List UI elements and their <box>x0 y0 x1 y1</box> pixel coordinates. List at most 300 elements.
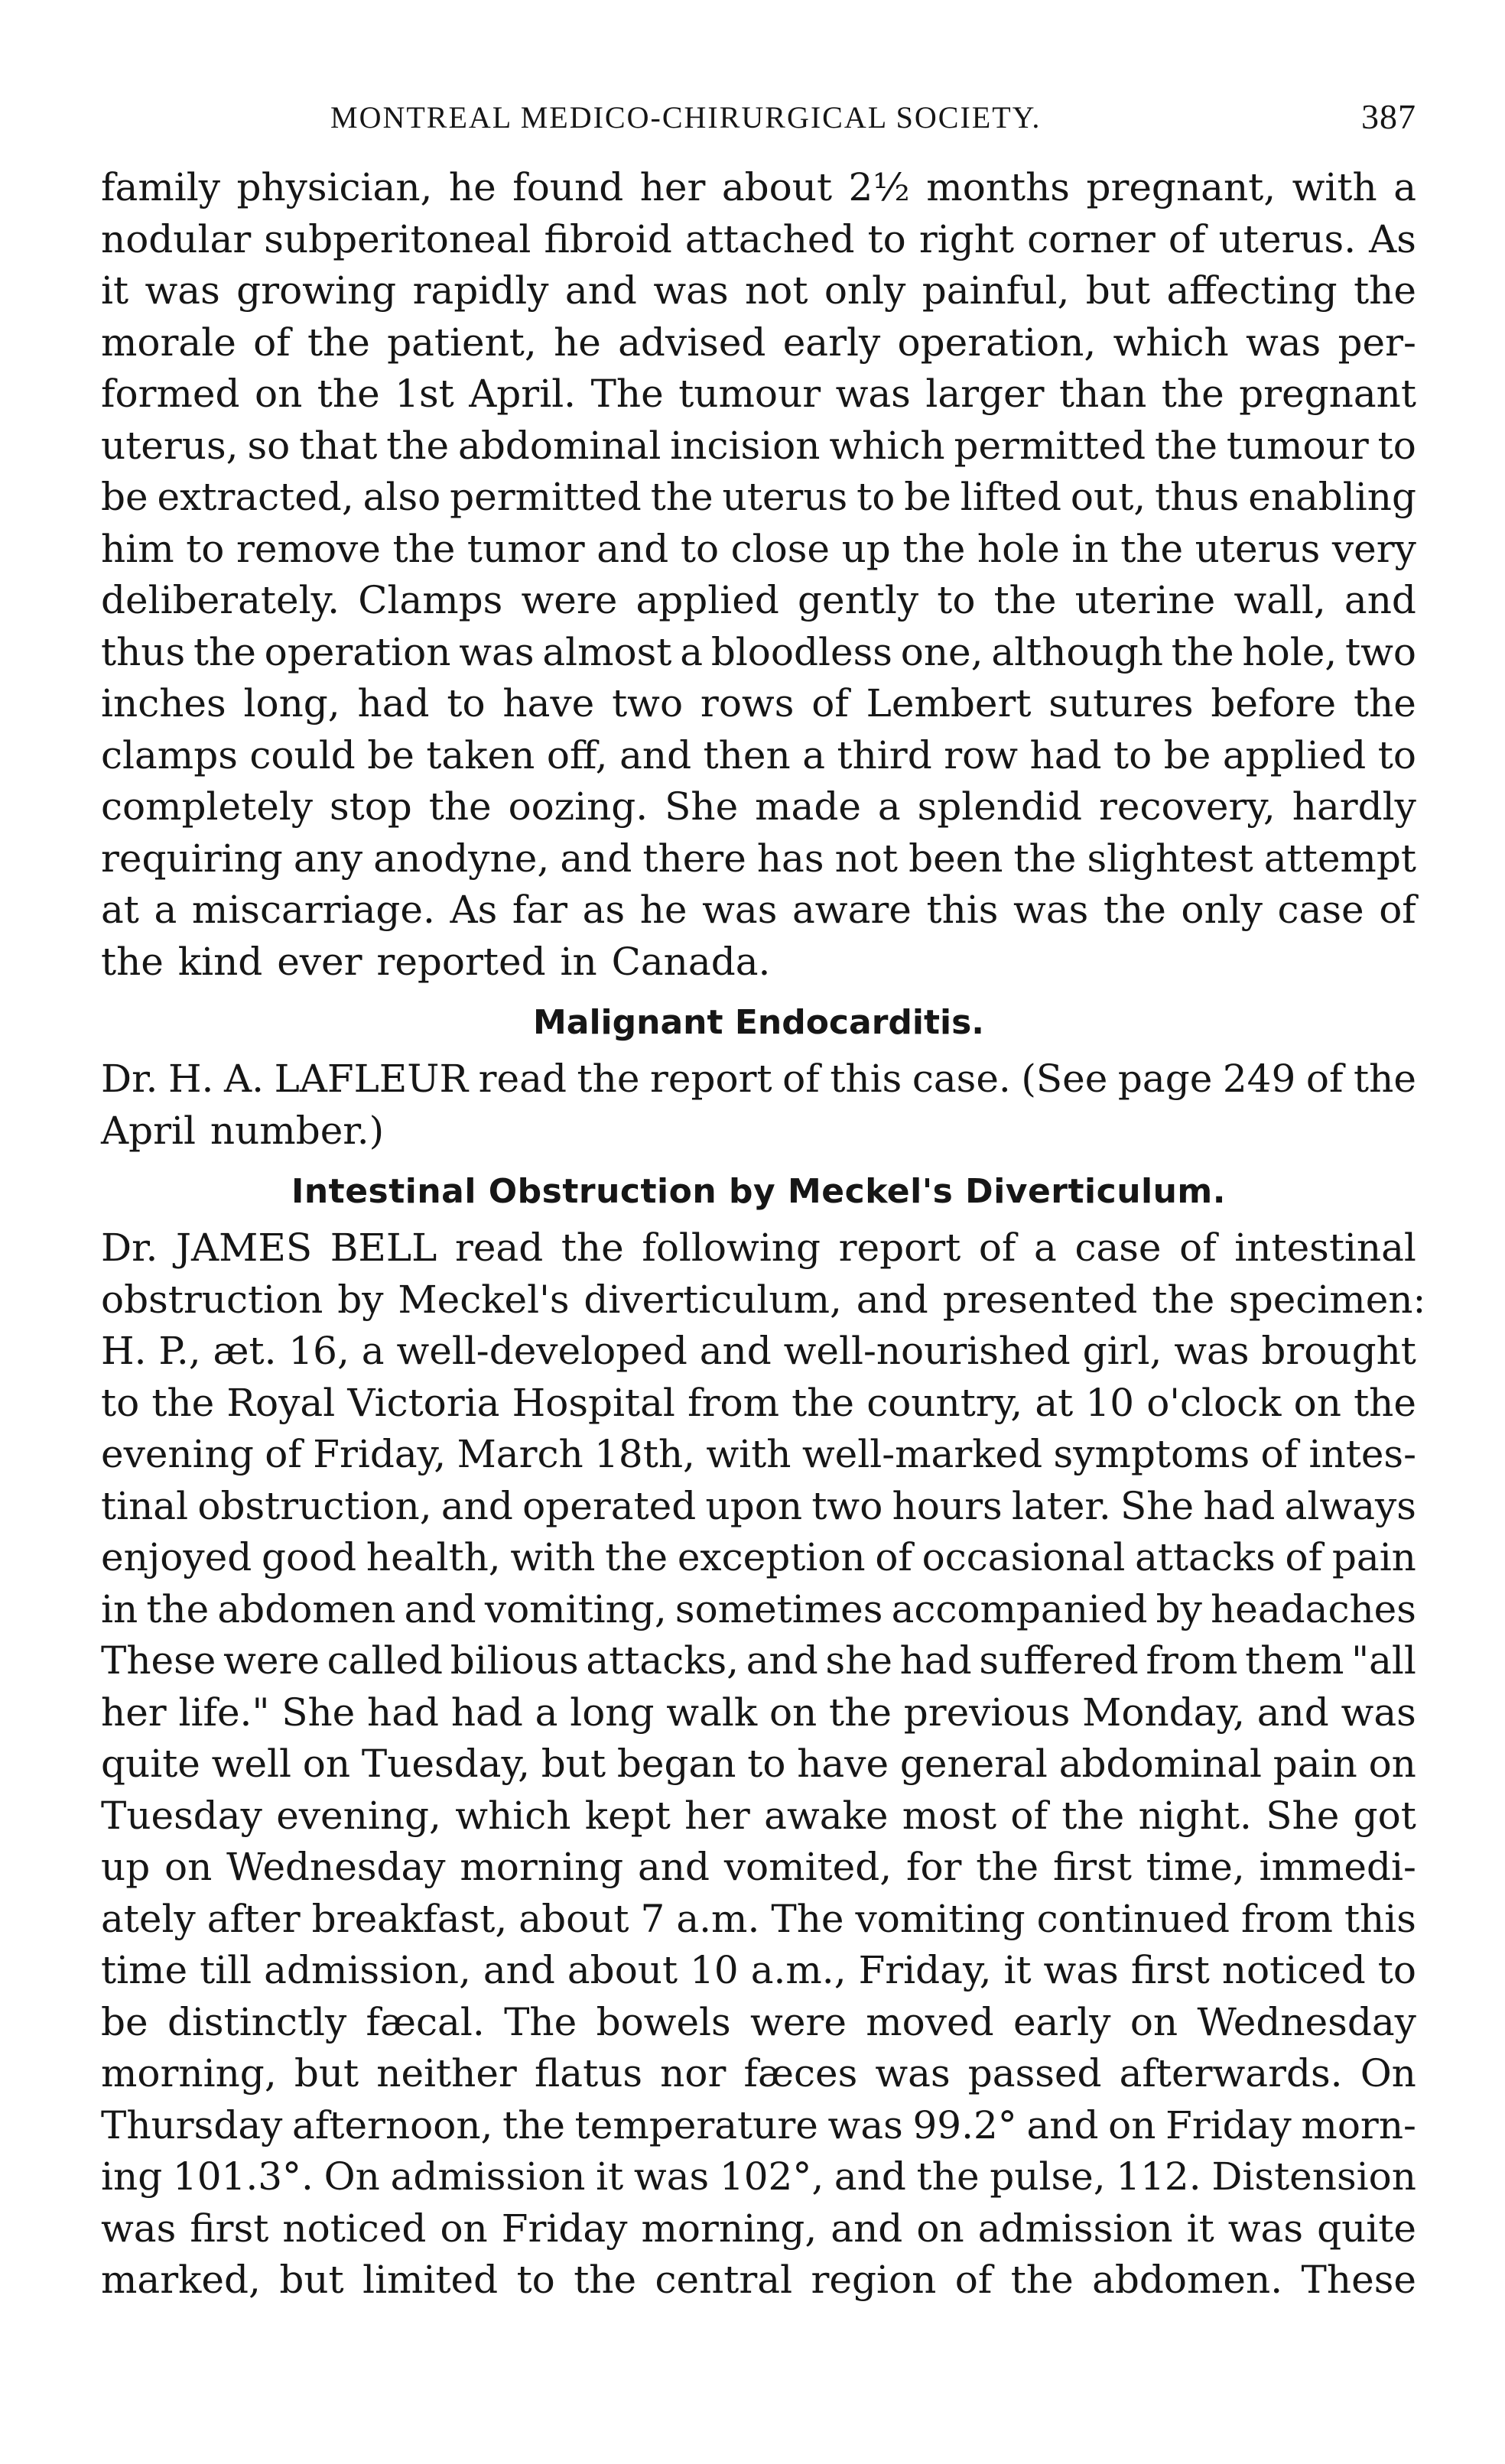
word: life." <box>178 1690 270 1735</box>
word: deliberately. <box>101 578 340 622</box>
word: not <box>834 836 898 881</box>
word: brought <box>1261 1329 1416 1373</box>
word: had <box>357 681 430 726</box>
word: was <box>1341 1690 1416 1735</box>
word: case <box>1074 1226 1162 1270</box>
word: symptoms <box>1053 1432 1250 1476</box>
text-line <box>101 368 1416 420</box>
word: this <box>926 888 999 932</box>
word: uterus, <box>101 423 239 468</box>
paragraph-lafleur <box>101 1053 1416 1157</box>
word: was <box>835 372 911 416</box>
word: third <box>837 732 932 778</box>
word: ing <box>101 2154 163 2199</box>
word: them <box>1245 1638 1344 1683</box>
paragraph-continued-case <box>101 162 1416 988</box>
word: be <box>367 732 414 778</box>
word: about <box>567 1948 678 1992</box>
word: the <box>1171 629 1234 674</box>
word: tumour <box>1226 423 1369 468</box>
word: nor <box>660 2051 726 2096</box>
word: lifted <box>960 475 1061 519</box>
word: gently <box>798 578 919 622</box>
word: abdominal <box>1058 1742 1263 1786</box>
word: the <box>146 1586 210 1631</box>
word: be <box>101 475 148 519</box>
word: were <box>521 578 618 622</box>
word: long <box>570 1690 655 1735</box>
word: which <box>1113 320 1229 365</box>
word: in <box>101 1586 138 1631</box>
word: till <box>200 1948 252 1992</box>
word: the <box>1354 268 1416 313</box>
word: 101.3°. <box>172 2154 314 2199</box>
word: bloodless <box>710 629 892 674</box>
word: have <box>502 681 595 726</box>
word: a <box>1393 165 1416 209</box>
word: 16, <box>288 1329 349 1373</box>
word: kind <box>163 939 263 984</box>
word: the <box>902 526 966 571</box>
word: out, <box>1070 475 1146 519</box>
word: On <box>1360 2051 1416 2096</box>
word: report <box>838 1226 961 1270</box>
word: remove <box>236 526 381 571</box>
word: most <box>902 1793 997 1838</box>
word: exception <box>677 1535 866 1579</box>
word: were <box>750 1999 847 2044</box>
word: which <box>455 1793 571 1838</box>
word: oozing. <box>508 784 648 829</box>
word: was <box>1227 2206 1304 2251</box>
word: was <box>633 2154 710 2199</box>
word: noticed <box>282 2206 427 2251</box>
text-line <box>101 2255 1416 2307</box>
word: uterus <box>1195 526 1321 571</box>
word: morning, <box>101 2051 277 2096</box>
word: Monday, <box>1082 1690 1245 1735</box>
word: ately <box>101 1896 196 1941</box>
text-line <box>101 1894 1416 1946</box>
word: the <box>561 1226 624 1270</box>
word: to <box>1377 423 1416 468</box>
word: aware <box>792 888 912 932</box>
word: on <box>916 2206 964 2251</box>
text-line <box>101 1326 1416 1378</box>
word: inches <box>101 681 226 726</box>
word: moved <box>866 1999 994 2044</box>
word: A. <box>224 1057 265 1101</box>
word: and <box>560 836 632 881</box>
word: with <box>1292 165 1377 209</box>
word: that <box>299 423 378 468</box>
word: Thursday <box>101 2102 283 2147</box>
word: intestinal <box>1234 1226 1416 1270</box>
word: of <box>1168 216 1206 261</box>
word: walk <box>666 1690 758 1735</box>
word: previous <box>903 1690 1071 1735</box>
text-line <box>101 524 1416 576</box>
word: formed <box>101 372 240 416</box>
word: region <box>811 2258 937 2302</box>
word: although <box>991 629 1163 674</box>
word: and <box>440 1483 513 1528</box>
word: to <box>1113 732 1152 778</box>
word: with <box>706 1432 792 1476</box>
word: the <box>1061 1793 1125 1838</box>
word: but <box>541 1742 606 1786</box>
word: had <box>450 1690 523 1735</box>
word: These <box>1301 2258 1416 2302</box>
word: vomited, <box>723 1845 892 1889</box>
word: morning, <box>641 2206 818 2251</box>
word: the <box>428 784 492 829</box>
word: well <box>211 1742 292 1786</box>
word: flatus <box>534 2051 643 2096</box>
word: the <box>1103 888 1166 932</box>
word: and <box>404 1586 476 1631</box>
text-line <box>101 678 1416 730</box>
paragraph-case-report <box>101 1326 1416 2307</box>
word: a <box>1034 1226 1057 1270</box>
text-line <box>101 2203 1416 2255</box>
word: very <box>1331 526 1416 571</box>
word: it <box>1003 1948 1032 1992</box>
word: afternoon, <box>292 2102 493 2147</box>
word: uterine <box>1074 578 1216 622</box>
word: accompanied <box>891 1586 1148 1631</box>
word: fibroid <box>544 216 672 261</box>
word: the <box>1354 1380 1416 1425</box>
word: thus <box>101 629 186 674</box>
text-line <box>101 1584 1416 1636</box>
word: be <box>1163 732 1211 778</box>
text-line <box>101 1635 1416 1687</box>
word: operation <box>264 629 451 674</box>
word: to <box>186 526 225 571</box>
word: The <box>590 372 664 416</box>
word: it <box>1186 2206 1214 2251</box>
word: recovery, <box>1098 784 1276 829</box>
word: country, <box>866 1380 1023 1425</box>
word: requiring <box>101 836 283 881</box>
word: temperature <box>574 2102 818 2147</box>
word: of <box>1285 1535 1323 1579</box>
word: larger <box>925 372 1045 416</box>
word: of <box>954 2258 993 2302</box>
word: after <box>206 1896 301 1941</box>
word: Dr. <box>101 1226 158 1270</box>
word: immedi- <box>1259 1845 1416 1889</box>
word: on <box>440 2206 488 2251</box>
word: headaches <box>1211 1586 1416 1631</box>
word: (See <box>1021 1057 1108 1101</box>
word: be <box>101 1999 148 2044</box>
word: health, <box>366 1535 501 1579</box>
word: called <box>327 1638 444 1683</box>
word: but <box>279 2258 344 2302</box>
word: the <box>792 1380 855 1425</box>
word: he <box>448 165 496 209</box>
word: of <box>782 1057 820 1101</box>
word: morale <box>101 320 236 365</box>
word: abdomen <box>217 1586 396 1631</box>
word: by <box>1156 1586 1202 1631</box>
word: got <box>1353 1793 1416 1838</box>
paragraph-bell-intro <box>101 1222 1426 1326</box>
word: of <box>978 1226 1016 1270</box>
word: and <box>1026 2102 1099 2147</box>
text-line <box>101 1997 1416 2049</box>
word: there <box>642 836 746 881</box>
word: was <box>702 888 778 932</box>
word: growing <box>236 268 397 313</box>
word: on <box>302 1742 351 1786</box>
word: read <box>454 1226 544 1270</box>
word: breakfast, <box>311 1896 508 1941</box>
word: always <box>1284 1483 1416 1528</box>
word: the <box>650 475 713 519</box>
text-line <box>101 1790 1416 1842</box>
running-title: MONTREAL MEDICO-CHIRURGICAL SOCIETY. <box>330 100 1042 135</box>
word: morning <box>460 1845 624 1889</box>
word: read <box>478 1057 567 1101</box>
word: permitted <box>954 423 1146 468</box>
word: passed <box>967 2051 1102 2096</box>
word: only <box>1181 888 1263 932</box>
word: abdomen. <box>1092 2258 1283 2302</box>
word: one, <box>900 629 983 674</box>
word: Tuesday, <box>361 1742 530 1786</box>
word: hole <box>977 526 1060 571</box>
word: hardly <box>1292 784 1416 829</box>
word: applied <box>1222 732 1367 778</box>
word: 10 <box>690 1948 739 1992</box>
text-line <box>101 1532 1416 1584</box>
word: but <box>1085 268 1151 313</box>
word: before <box>1211 681 1337 726</box>
word: 249 <box>1222 1057 1296 1101</box>
word: uterus <box>722 475 848 519</box>
word: subperitoneal <box>264 216 531 261</box>
word: which <box>829 423 945 468</box>
text-line <box>101 730 1416 782</box>
word: number.) <box>196 1108 385 1153</box>
word: close <box>730 526 831 571</box>
word: her <box>639 165 706 209</box>
word: any <box>293 836 363 881</box>
word: a <box>680 629 704 674</box>
word: to <box>1377 1948 1416 1992</box>
word: JAMES <box>175 1226 313 1270</box>
word: the <box>976 1845 1039 1889</box>
word: fæces <box>743 2051 858 2096</box>
word: then <box>703 732 791 778</box>
word: the <box>916 2154 980 2199</box>
word: pulse, <box>990 2154 1106 2199</box>
word: the <box>1137 1277 1215 1322</box>
word: presented <box>928 1277 1138 1322</box>
word: was <box>1013 888 1089 932</box>
word: Wednesday <box>1197 1999 1416 2044</box>
word: Royal <box>226 1380 336 1425</box>
word: could <box>249 732 356 778</box>
word: to <box>447 681 486 726</box>
word: 112. <box>1116 2154 1201 2199</box>
word: general <box>899 1742 1048 1786</box>
word: the <box>1155 423 1217 468</box>
word: of <box>811 681 849 726</box>
text-line <box>101 575 1416 627</box>
word: about <box>518 1896 629 1941</box>
word: following <box>642 1226 821 1270</box>
word: She <box>1266 1793 1340 1838</box>
text-line <box>101 2100 1416 2152</box>
word: a <box>154 888 177 932</box>
word: a.m., <box>750 1948 847 1992</box>
word: patient, <box>387 320 537 365</box>
word: pain <box>1273 1742 1357 1786</box>
word: was <box>1043 1948 1119 1992</box>
word: well-nourished <box>783 1329 1071 1373</box>
word: Meckel's <box>383 1277 570 1322</box>
text-line <box>101 2151 1416 2203</box>
body-text <box>101 162 1426 2307</box>
word: of <box>1260 1432 1299 1476</box>
word: far <box>512 888 568 932</box>
word: As <box>1369 216 1416 261</box>
word: corner <box>1027 216 1156 261</box>
word: Hospital <box>512 1380 675 1425</box>
word: report <box>649 1057 772 1101</box>
word: the <box>993 578 1057 622</box>
word: up <box>101 1845 151 1889</box>
word: and <box>619 732 692 778</box>
word: and <box>699 1329 772 1373</box>
text-line <box>101 1481 1416 1533</box>
word: her <box>101 1690 167 1735</box>
word: diverticulum, <box>569 1277 842 1322</box>
word: only <box>824 268 906 313</box>
word: the <box>386 423 450 468</box>
word: was <box>827 2102 903 2147</box>
text-line <box>101 472 1416 524</box>
word: kept <box>584 1793 671 1838</box>
word: quite <box>1317 2206 1416 2251</box>
word: extracted, <box>157 475 354 519</box>
word: to <box>867 216 906 261</box>
word: taken <box>426 732 535 778</box>
word: enabling <box>1248 475 1416 519</box>
word: two <box>811 1483 883 1528</box>
word: distinctly <box>167 1999 347 2044</box>
word: per- <box>1338 320 1416 365</box>
word: Friday <box>501 2206 628 2251</box>
word: from <box>1241 1896 1333 1941</box>
running-header <box>101 90 1416 144</box>
word: night. <box>1138 1793 1252 1838</box>
word: in <box>545 939 597 984</box>
word: months <box>926 165 1070 209</box>
word: he <box>554 320 601 365</box>
word: pain <box>1331 1535 1416 1579</box>
text-line <box>101 1687 1416 1739</box>
word: painful, <box>922 268 1070 313</box>
text-line <box>101 2048 1416 2100</box>
word: and <box>841 1277 928 1322</box>
word: off, <box>546 732 608 778</box>
word: intes- <box>1308 1432 1416 1476</box>
word: awake <box>764 1793 889 1838</box>
word: April <box>101 1108 196 1153</box>
word: obstruction, <box>197 1483 432 1528</box>
word: and <box>1256 1690 1329 1735</box>
word: found <box>512 165 624 209</box>
word: Clamps <box>358 578 503 622</box>
word: the <box>829 1690 892 1735</box>
word: her <box>684 1793 750 1838</box>
word: to <box>680 526 720 571</box>
word: from <box>687 1380 779 1425</box>
word: long, <box>243 681 340 726</box>
word: he <box>639 888 687 932</box>
text-line <box>101 885 1416 937</box>
word: were <box>223 1638 320 1683</box>
word: page <box>1117 1057 1213 1101</box>
word: upon <box>705 1483 803 1528</box>
word: of <box>1379 888 1416 932</box>
word: the <box>193 629 256 674</box>
word: the <box>502 2102 565 2147</box>
word: noticed <box>1221 1948 1366 1992</box>
word: the <box>1010 2258 1074 2302</box>
word: completely <box>101 784 314 829</box>
word: about <box>721 165 833 209</box>
word: at <box>1035 1380 1074 1425</box>
word: rows <box>700 681 795 726</box>
word: a <box>361 1329 385 1373</box>
word: up <box>841 526 891 571</box>
word: and <box>1344 578 1416 622</box>
word: and <box>483 1948 555 1992</box>
word: slightest <box>1087 836 1253 881</box>
word: began <box>616 1742 736 1786</box>
word: As <box>450 888 498 932</box>
word: Friday, <box>313 1432 447 1476</box>
text-line <box>101 1842 1416 1894</box>
word: right <box>918 216 1015 261</box>
word: the <box>574 2258 637 2302</box>
word: has <box>756 836 824 881</box>
word: this <box>830 1057 902 1101</box>
word: Victoria <box>347 1380 500 1425</box>
word: 7 <box>640 1896 665 1941</box>
document-page <box>101 90 1426 2430</box>
word: and <box>596 526 669 571</box>
word: a <box>802 732 825 778</box>
word: the <box>151 1380 215 1425</box>
word: in <box>1071 526 1109 571</box>
word: hours <box>892 1483 1003 1528</box>
word: first <box>1130 1948 1210 1992</box>
word: had <box>367 1690 440 1735</box>
word: rapidly <box>412 268 549 313</box>
word: suffered <box>979 1638 1139 1683</box>
word: was <box>653 268 729 313</box>
word: limited <box>362 2258 499 2302</box>
word: LAFLEUR <box>274 1057 469 1101</box>
page-number: 387 <box>1361 97 1416 136</box>
